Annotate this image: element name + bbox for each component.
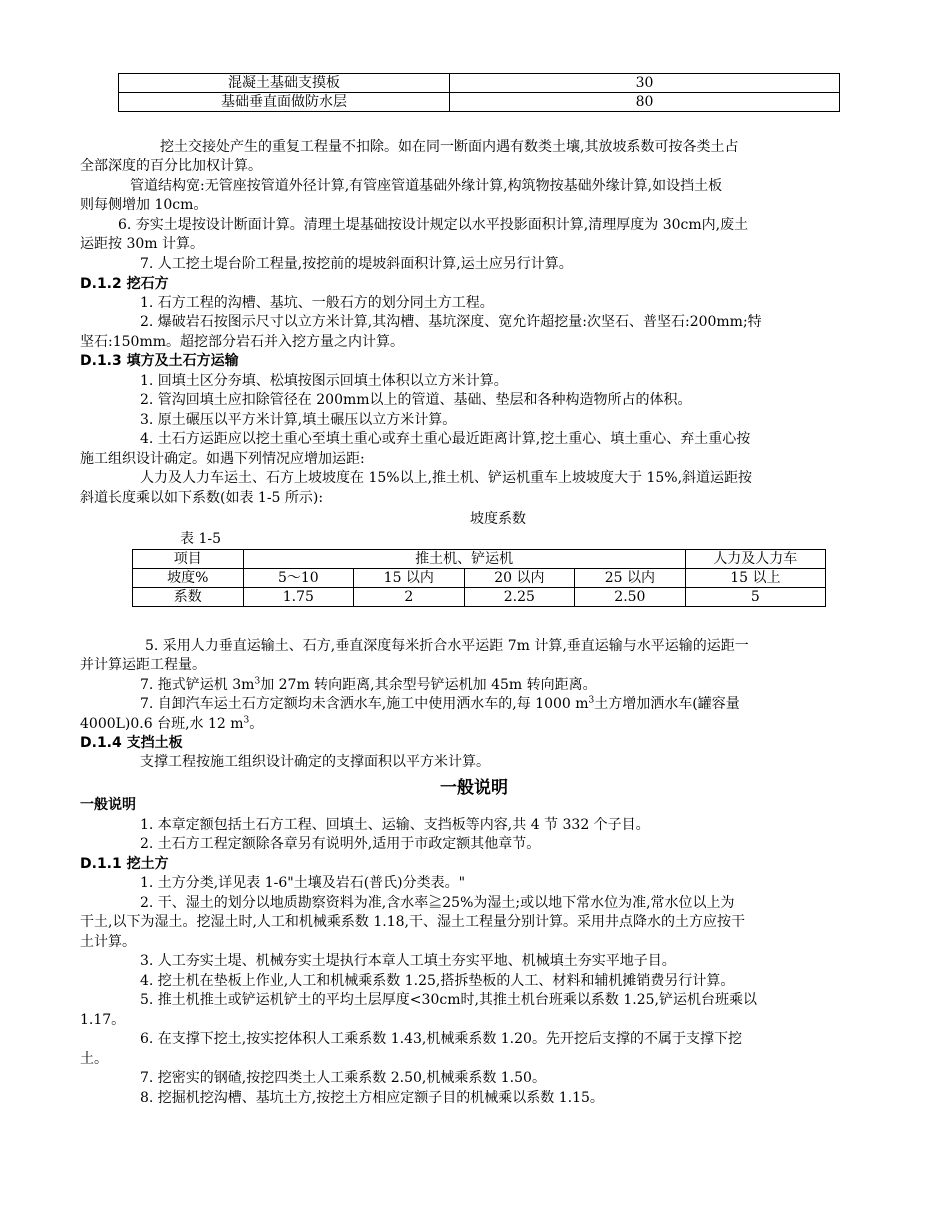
- paragraph-line: 8. 挖掘机挖沟槽、基坑土方,按挖土方相应定额子目的机械乘以系数 1.15。: [140, 1090, 604, 1106]
- section-heading-d14: D.1.4 支挡土板: [80, 735, 183, 751]
- table-cell: 5: [685, 588, 825, 607]
- paragraph-line: 干土,以下为湿土。挖湿土时,人工和机械乘系数 1.18,干、湿土工程量分别计算。采用井点降水的土方应按干: [80, 914, 745, 930]
- text-span: 加 27m 转向距离,其余型号铲运机加 45m 转向距离。: [260, 677, 597, 693]
- table-cell: 15 以上: [685, 569, 825, 588]
- table-header-cell: 人力及人力车: [685, 550, 825, 569]
- table-header-cell: 推土机、铲运机: [243, 550, 685, 569]
- top-table: [118, 73, 840, 112]
- paragraph-line: 2. 管沟回填土应扣除管径在 200mm以上的管道、基础、垫层和各种构造物所占的体积。: [140, 392, 692, 408]
- general-heading: 一般说明: [80, 797, 136, 813]
- table-cell: 30: [450, 74, 840, 93]
- paragraph-line: 5. 推土机推土或铲运机铲土的平均土层厚度<30cm时,其推土机台班乘以系数 1.25,铲运机台班乘以: [140, 992, 757, 1008]
- paragraph-line: [140, 695, 740, 714]
- table-cell: 基础垂直面做防水层: [119, 93, 450, 112]
- table-cell: 80: [450, 93, 840, 112]
- paragraph-line: 则每侧增加 10cm。: [80, 197, 208, 213]
- text-span: 土方增加洒水车(罐容量: [594, 696, 740, 712]
- table-cell: 2: [354, 588, 464, 607]
- paragraph-line: 3. 原土碾压以平方米计算,填土碾压以立方米计算。: [140, 412, 457, 428]
- table-cell: 混凝土基础支摸板: [119, 74, 450, 93]
- text-span: 7. 自卸汽车运土石方定额均未含洒水车,施工中使用洒水车的,每 1000 m: [140, 696, 589, 712]
- paragraph-line: 施工组织设计确定。如遇下列情况应增加运距:: [80, 451, 365, 467]
- paragraph-line: 运距按 30m 计算。: [80, 236, 204, 252]
- table-caption: 坡度系数: [470, 511, 526, 527]
- table-row: [119, 74, 840, 93]
- superscript: 3: [243, 715, 250, 726]
- section-heading-d11: D.1.1 挖土方: [80, 856, 169, 872]
- table-cell: 2.50: [575, 588, 686, 607]
- table-row: [119, 93, 840, 112]
- table-row: [133, 588, 826, 607]
- paragraph-line: [80, 715, 263, 734]
- paragraph-line: 土。: [80, 1051, 108, 1067]
- paragraph-line: [140, 676, 597, 695]
- text-span: 7. 拖式铲运机 3m: [140, 677, 255, 693]
- superscript: 3: [588, 695, 595, 706]
- paragraph-line: 支撑工程按施工组织设计确定的支撑面积以平方米计算。: [140, 754, 490, 770]
- section-heading-d12: D.1.2 挖石方: [80, 276, 169, 292]
- paragraph-line: 7. 人工挖土堤台阶工程量,按挖前的堤坡斜面积计算,运土应另行计算。: [140, 256, 573, 272]
- table-cell: 2.25: [464, 588, 575, 607]
- paragraph-line: 6. 在支撑下挖土,按实挖体积人工乘系数 1.43,机械乘系数 1.20。先开挖后支撑的不属于支撑下挖: [140, 1031, 742, 1047]
- text-span: 。: [249, 716, 264, 732]
- paragraph-line: 1. 石方工程的沟槽、基坑、一般石方的划分同土方工程。: [140, 295, 494, 311]
- paragraph-line: 人力及人力车运土、石方上坡坡度在 15%以上,推土机、铲运机重车上坡坡度大于 15%,斜道运距按: [140, 470, 753, 486]
- table-header-cell: 项目: [133, 550, 244, 569]
- table-cell: 20 以内: [464, 569, 575, 588]
- paragraph-line: 2. 土石方工程定额除各章另有说明外,适用于市政定额其他章节。: [140, 836, 541, 852]
- table-cell: 系数: [133, 588, 244, 607]
- section-title: 一般说明: [440, 778, 508, 798]
- paragraph-line: 管道结构宽:无管座按管道外径计算,有管座管道基础外缘计算,构筑物按基础外缘计算,如设挡土板: [130, 178, 723, 194]
- table-cell: 坡度%: [133, 569, 244, 588]
- paragraph-line: 挖土交接处产生的重复工程量不扣除。如在同一断面内遇有数类土壤,其放坡系数可按各类土占: [160, 139, 739, 155]
- paragraph-line: 7. 挖密实的钢碴,按挖四类土人工乘系数 2.50,机械乘系数 1.50。: [140, 1070, 546, 1086]
- text-span: 4000L)0.6 台班,水 12 m: [80, 716, 244, 732]
- table-cell: 5～10: [243, 569, 354, 588]
- paragraph-line: 3. 人工夯实土堤、机械夯实土堤执行本章人工填土夯实平地、机械填土夯实平地子目。: [140, 953, 676, 969]
- paragraph-line: 4. 挖土机在垫板上作业,人工和机械乘系数 1.25,搭拆垫板的人工、材料和辅机摊销费另行计算。: [140, 973, 735, 989]
- table-cell: 15 以内: [354, 569, 464, 588]
- paragraph-line: 斜道长度乘以如下系数(如表 1-5 所示):: [80, 490, 324, 506]
- paragraph-line: 全部深度的百分比加权计算。: [80, 158, 262, 174]
- slope-table: [132, 549, 826, 607]
- paragraph-line: 1. 土方分类,详见表 1-6"土壤及岩石(普氏)分类表。": [140, 875, 466, 891]
- paragraph-line: 并计算运距工程量。: [80, 657, 206, 673]
- paragraph-line: 2. 干、湿土的划分以地质勘察资料为准,含水率≧25%为湿土;或以地下常水位为准,常水位以上为: [140, 895, 735, 911]
- superscript: 3: [254, 676, 261, 687]
- paragraph-line: 6. 夯实土堤按设计断面计算。清理土堤基础按设计规定以水平投影面积计算,清理厚度为 30cm内,废土: [118, 217, 749, 233]
- paragraph-line: 5. 采用人力垂直运输土、石方,垂直深度每米折合水平运距 7m 计算,垂直运输与水平运输的运距一: [145, 638, 749, 654]
- paragraph-line: 4. 土石方运距应以挖土重心至填土重心或弃土重心最近距离计算,挖土重心、填土重心、弃土重心按: [140, 431, 751, 447]
- paragraph-line: 2. 爆破岩石按图示尺寸以立方米计算,其沟槽、基坑深度、宽允许超挖量:次坚石、普坚石:200mm;特: [140, 314, 762, 330]
- table-row: [133, 550, 826, 569]
- paragraph-line: 土计算。: [80, 934, 136, 950]
- section-heading-d13: D.1.3 填方及土石方运输: [80, 353, 239, 369]
- paragraph-line: 1.17。: [80, 1012, 126, 1028]
- paragraph-line: 1. 回填土区分夯填、松填按图示回填土体积以立方米计算。: [140, 373, 508, 389]
- table-label: 表 1-5: [180, 531, 221, 547]
- table-cell: 1.75: [243, 588, 354, 607]
- paragraph-line: 坚石:150mm。超挖部分岩石并入挖方量之内计算。: [80, 334, 404, 350]
- table-row: [133, 569, 826, 588]
- paragraph-line: 1. 本章定额包括土石方工程、回填土、运输、支挡板等内容,共 4 节 332 个子目。: [140, 817, 650, 833]
- table-cell: 25 以内: [575, 569, 686, 588]
